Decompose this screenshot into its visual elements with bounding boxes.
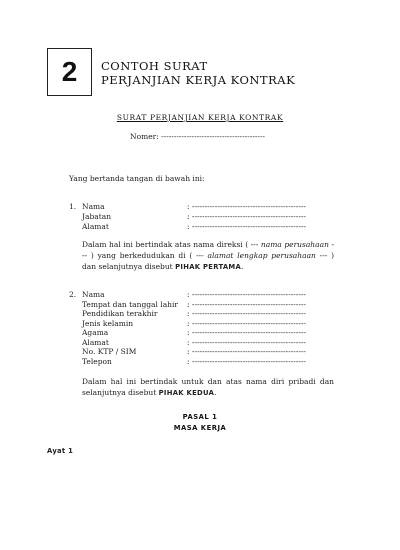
party2-label-pendidikan: Pendidikan terakhir — [82, 309, 158, 318]
party2-value-telepon: : --------------------------------------------- — [187, 356, 306, 366]
chapter-number-box — [47, 48, 92, 96]
party1-label-jabatan: Jabatan — [82, 212, 112, 221]
ayat-heading: Ayat 1 — [47, 447, 74, 455]
intro-text: Yang bertanda tangan di bawah ini: — [69, 174, 205, 183]
party1-value-jabatan: : --------------------------------------------- — [187, 212, 306, 221]
party2-label-agama: Agama — [82, 328, 109, 337]
party1-label-alamat: Alamat — [82, 222, 109, 231]
party2-value-agama: : --------------------------------------------- — [187, 328, 306, 337]
party2-value-ttl: : --------------------------------------------- — [187, 299, 306, 309]
party2-designation: PIHAK KEDUA — [158, 389, 215, 397]
party2-value-jenis-kelamin: : --------------------------------------------- — [187, 318, 306, 328]
party2-paragraph — [82, 376, 334, 399]
chapter-title-line2: PERJANJIAN KERJA KONTRAK — [101, 73, 296, 87]
party1-para-c: ) yang berkedudukan di ( — [90, 251, 193, 260]
party2-label-alamat: Alamat — [82, 337, 109, 347]
party1-para-e: ) dan selanjutnya disebut — [82, 251, 334, 271]
party2-value-pendidikan: : --------------------------------------------- — [187, 309, 306, 318]
party2-label-jenis-kelamin: Jenis kelamin — [82, 318, 134, 328]
party1-value-nama: : --------------------------------------------- — [187, 202, 306, 211]
party1-label-nama: Nama — [82, 202, 105, 211]
chapter-title — [101, 59, 295, 87]
party1-para-g: . — [241, 262, 244, 271]
party2-label-telepon: Telepon — [82, 356, 112, 366]
party2-label-ttl: Tempat dan tanggal lahir — [82, 299, 178, 309]
pasal-heading: PASAL 1 — [182, 413, 218, 421]
party2-value-alamat: : --------------------------------------------- — [187, 337, 306, 347]
pasal-title: MASA KERJA — [173, 424, 227, 432]
party1-number: 1. — [69, 202, 77, 211]
party2-para-a: Dalam hal ini bertindak untuk dan atas nama diri pribadi dan selanjutnya disebut — [82, 377, 334, 397]
party2-label-nama: Nama — [82, 290, 105, 299]
party2-value-nama: : --------------------------------------------- — [187, 290, 306, 299]
chapter-title-line1: CONTOH SURAT — [101, 59, 208, 73]
party1-designation: PIHAK PERTAMA — [175, 263, 242, 271]
document-number: Nomer: ----------------------------------------- — [130, 132, 266, 141]
party1-para-company: --- nama perusahaan --- — [82, 240, 335, 260]
chapter-number: 2 — [61, 56, 78, 87]
party2-para-c: . — [214, 388, 217, 397]
party1-para-a: Dalam hal ini bertindak atas nama direksi ( — [82, 240, 249, 249]
party1-para-address: --- alamat lengkap perusahaan --- — [192, 251, 332, 260]
document-title: SURAT PERJANJIAN KERJA KONTRAK — [116, 113, 284, 122]
party1-paragraph — [82, 239, 334, 273]
party2-value-ktp: : --------------------------------------------- — [187, 347, 306, 356]
party1-value-alamat: : --------------------------------------------- — [187, 222, 306, 231]
party2-label-ktp: No. KTP / SIM — [82, 347, 137, 356]
party2-number: 2. — [69, 290, 77, 299]
